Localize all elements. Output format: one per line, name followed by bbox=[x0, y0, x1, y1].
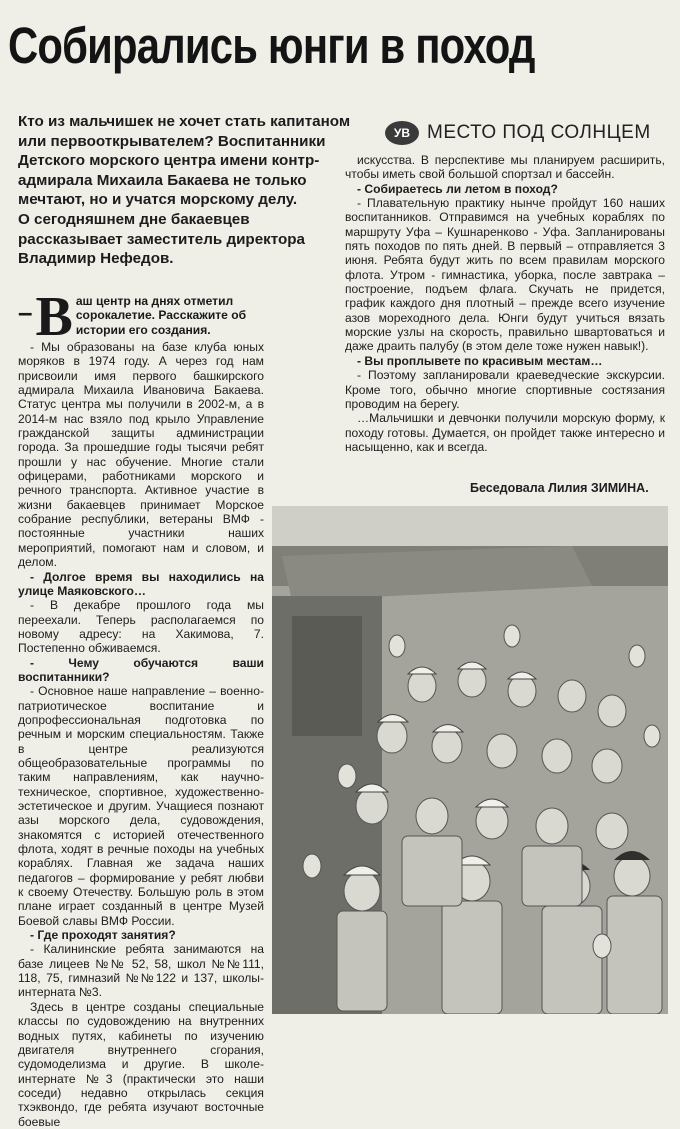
question-1: – В аш центр на днях отметил сорокалетие. Расскажите об истории его создания. bbox=[18, 292, 268, 340]
answer-6: - Поэтому запланировали краеведческие экскурсии. Кроме того, обычно многие спортивные состязания проводим на берегу. bbox=[345, 368, 665, 411]
answer-4: - Калининские ребята занимаются на базе лицеев №№ 52, 58, школ №№111, 118, 75, гимназий №№122 и 137, школы-интерната №3. bbox=[18, 942, 264, 1000]
author-signature: Беседовала Лилия ЗИМИНА. bbox=[470, 481, 649, 495]
question-6: - Вы проплывете по красивым местам… bbox=[357, 353, 603, 368]
article-headline: Собирались юнги в поход bbox=[8, 17, 535, 74]
right-column bbox=[345, 153, 665, 454]
answer-6b: …Мальчишки и девчонки получили морскую форму, к походу готовы. Думается, он пройдет также интересно и насыщенно, как и всегда. bbox=[345, 411, 665, 454]
lead-paragraph-2: О сегодняшнем дне бакаевцев рассказывает заместитель директора Владимир Нефедов. bbox=[18, 210, 305, 268]
lead-paragraph-1: Кто из мальчишек не хочет стать капитаном или первооткрывателем? Воспитанники Детского морского центра имени контр-адмирала Михаила Бакаева не только мечтают, но и учатся морскому делу. bbox=[18, 113, 351, 209]
left-column bbox=[18, 286, 268, 1129]
answer-5: - Плавательную практику нынче пройдут 160 наших воспитанников. Отправимся на учебных кораблях по маршруту Уфа – Кушнаренково - Уфа. Запланированы пять походов по пять дней. В первый – отправляется 3 июня. Ребята будут жить по всем правилам морского флота. Утром - гимнастика, уборка, после завтрака – построение, подъем флага. Скучать не придется, график каждого дня плотный – прежде всего изучение азов мореходного дела. Юнги будут учиться вязать морские узлы на скорость, правильно швартоваться и даже драить палубу (в этом деле тоже нужен навык!). bbox=[345, 196, 665, 354]
answer-4b: Здесь в центре созданы специальные классы по судовождению на внутренних водных путях, кабинеты по изучению двигателя внутреннего сгорания, судомоделизма и другие. В школе-интернате №3 (практически это наши соседи) недавно открылась секция тхэквондо, где ребята изучают восточные боевые bbox=[18, 999, 264, 1129]
group-photo bbox=[272, 506, 668, 1014]
article-lead bbox=[18, 112, 353, 269]
rubric-badge: УВ bbox=[385, 121, 419, 145]
question-2: - Долгое время вы находились на улице Маяковского… bbox=[18, 569, 264, 598]
question-3: - Чему обучаются ваши воспитанники? bbox=[18, 655, 264, 684]
answer-4c: искусства. В перспективе мы планируем расширить, чтобы иметь свой большой спортзал и бассейн. bbox=[345, 153, 665, 182]
dropcap: В bbox=[35, 286, 73, 348]
question-4: - Где проходят занятия? bbox=[30, 928, 176, 943]
answer-1: - Мы образованы на базе клуба юных моряков в 1974 году. А через год нам присвоили имя первого башкирского адмирала Михаила Ивановича Бакаева. Статус центра мы получили в 2002-м, а в 2014-м нас взяло под крыло Управление гражданской защиты администрации города. За прошедшие годы тысячи ребят прошли у нас обучение. Многие стали офицерами, работниками морского и речного транспорта. Активное участие в жизни бакаевцев принимает Морское собрание республики, ветераны ВМФ - постоянные участники наших мероприятий, помогают нам и словом, и делом. bbox=[18, 340, 264, 570]
question-5: - Собираетесь ли летом в поход? bbox=[357, 181, 558, 196]
question-1-text: аш центр на днях отметил сорокалетие. Расскажите об истории его создания. bbox=[75, 294, 247, 337]
answer-3: - Основное наше направление – военно-патриотическое воспитание и допрофессиональная подготовка по речным и морским специальностям. Также в центре реализуются общеобразовательные программы по таким направлениям, как научно-техническое, спортивное, художественно-эстетическое и другим. Учащиеся познают азы морского дела, судовождения, знакомятся с историей отечественного флота, ходят в речные походы на учебных кораблях. Главная же задача наших педагогов – формирование у ребят любви к своему Отечеству. Большую роль в этом плане играет созданный в центре Музей Боевой славы ВМФ России. bbox=[18, 684, 264, 928]
rubric-header bbox=[385, 118, 675, 148]
rubric-title: МЕСТО ПОД СОЛНЦЕМ bbox=[427, 122, 651, 143]
answer-2: - В декабре прошлого года мы переехали. Теперь располагаемся по новому адресу: на Хакимова, 7. Постепенно обживаемся. bbox=[18, 598, 264, 656]
